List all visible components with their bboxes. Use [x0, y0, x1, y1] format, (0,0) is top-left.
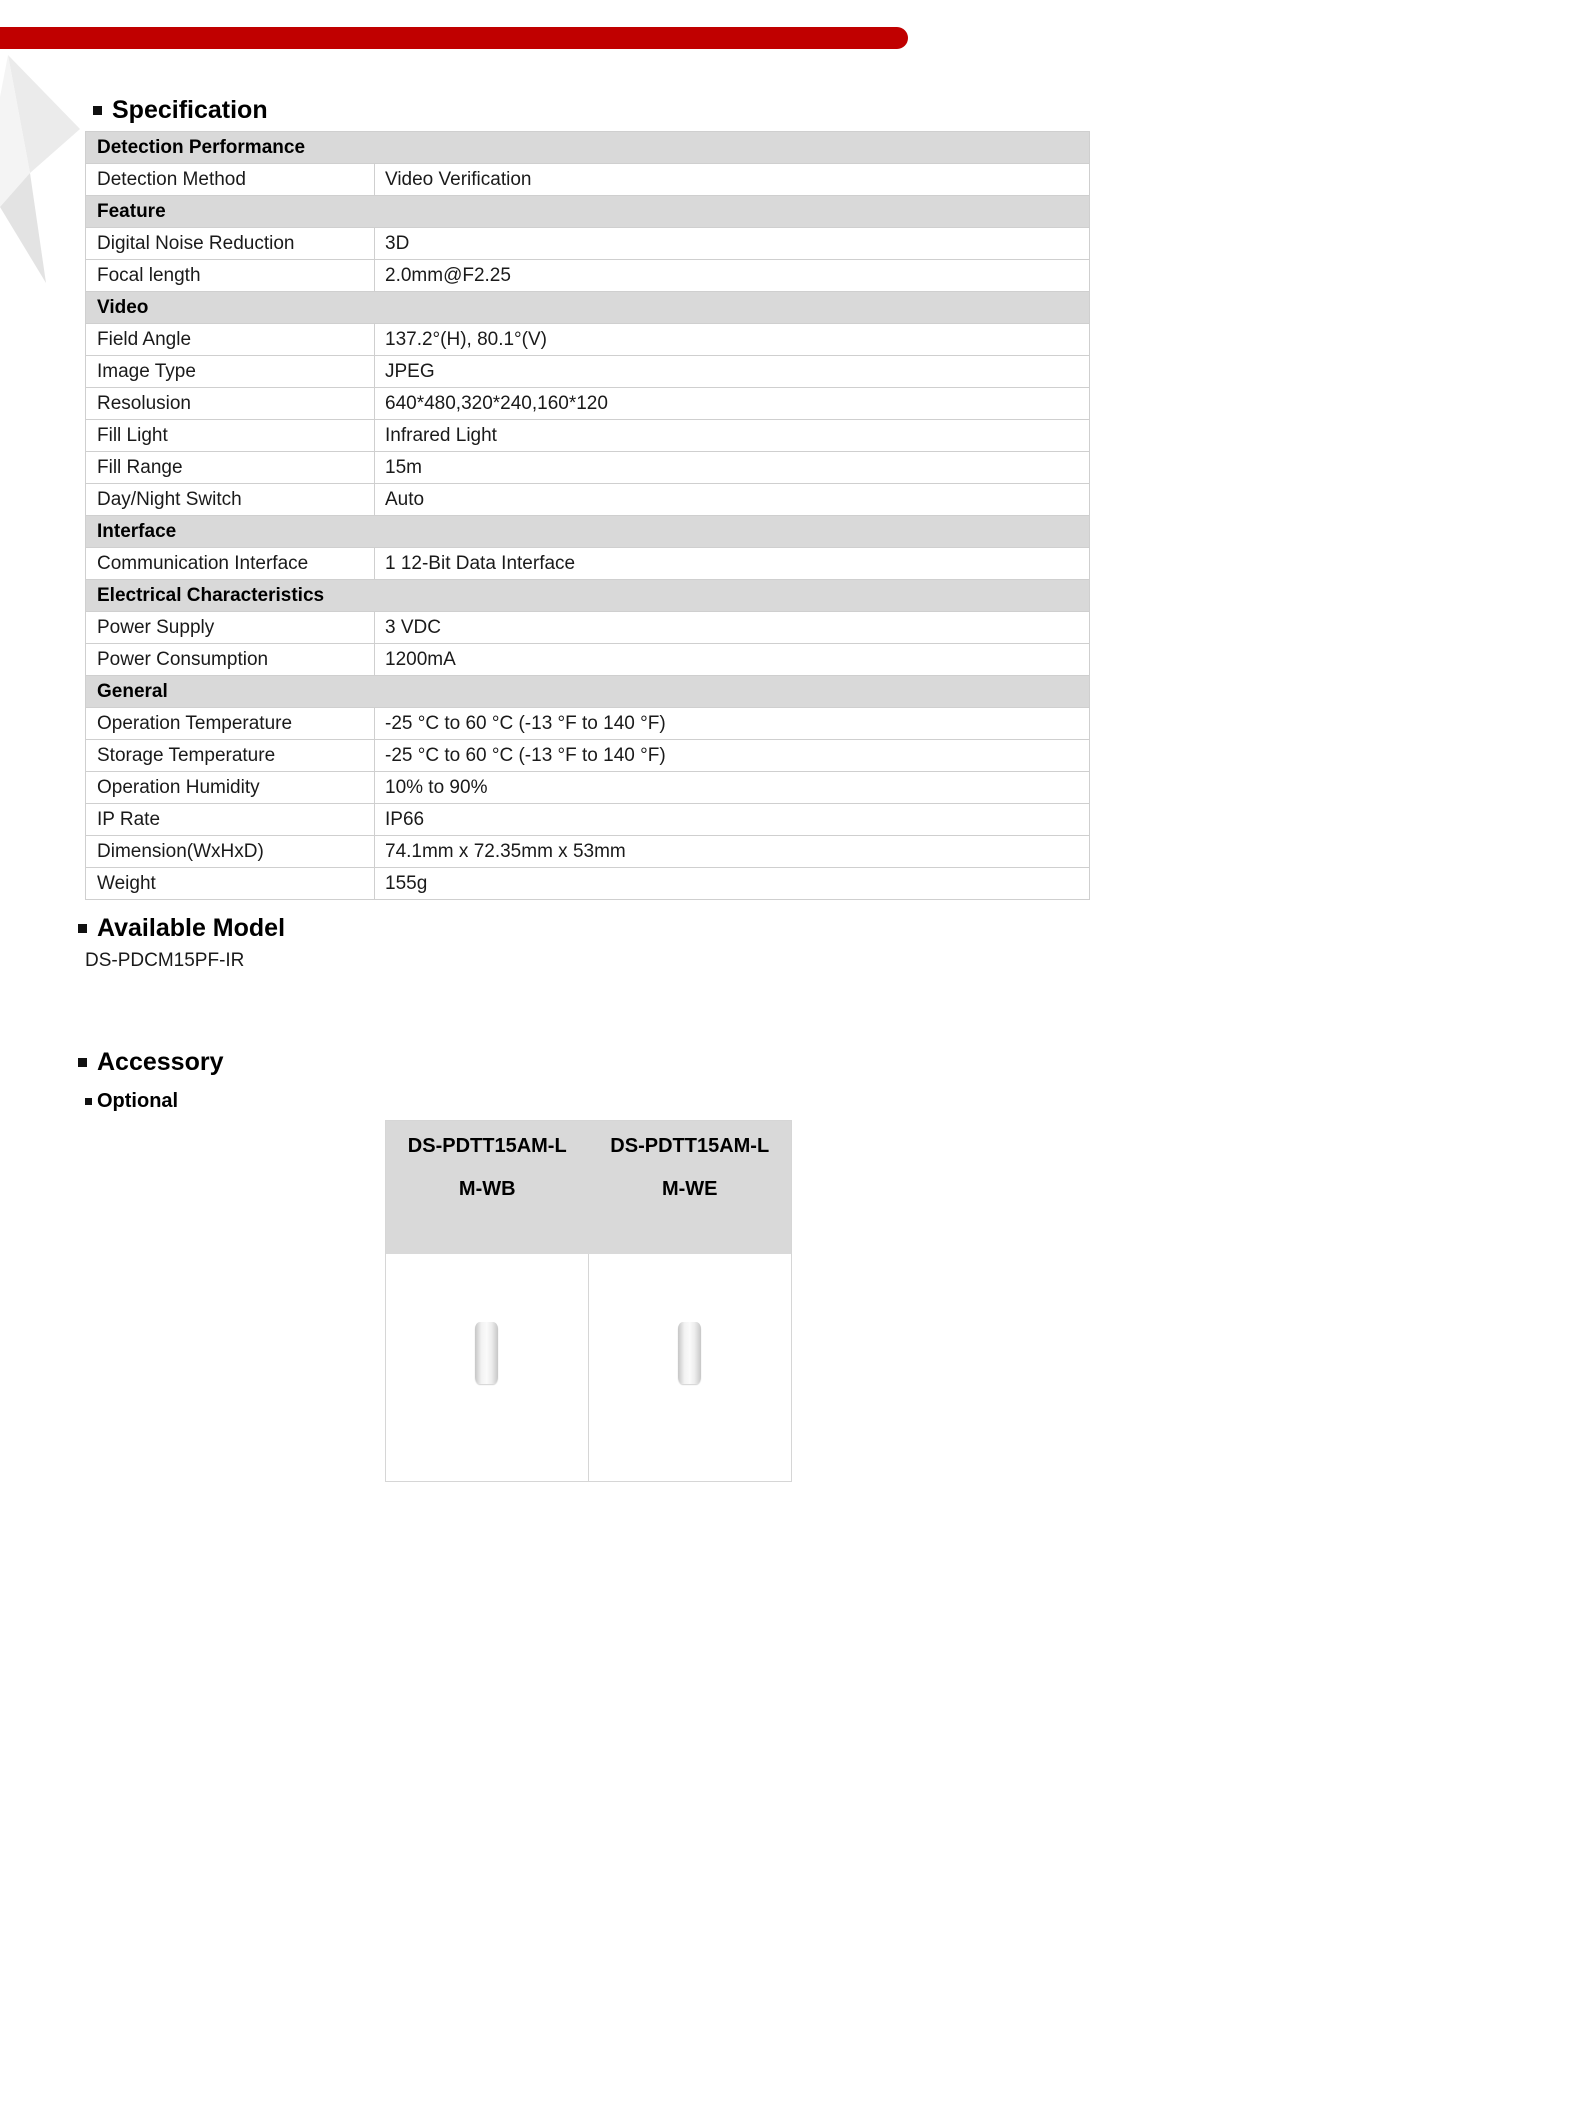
optional-subheading-text: Optional	[97, 1090, 179, 1112]
spec-label: Fill Range	[86, 452, 375, 483]
spec-label: Power Consumption	[86, 644, 375, 675]
accessory-heading-text: Accessory	[97, 1048, 224, 1076]
square-bullet-icon	[93, 106, 102, 115]
spec-value: IP66	[385, 808, 425, 830]
spec-value: Auto	[385, 488, 425, 510]
spec-data-row	[86, 324, 1089, 356]
accessory-table	[385, 1120, 792, 1482]
spec-data-row	[86, 548, 1089, 580]
accessory-table-body	[386, 1254, 791, 1481]
available-model-heading-text: Available Model	[97, 914, 286, 942]
accessory-header-cell	[386, 1121, 589, 1254]
spec-value: Infrared Light	[385, 424, 497, 446]
spec-label: Power Supply	[86, 612, 375, 643]
spec-value: 3D	[385, 232, 410, 254]
spec-section-row	[86, 292, 1089, 324]
spec-section-title: Detection Performance	[97, 136, 306, 158]
square-bullet-icon	[85, 1098, 92, 1105]
spec-value: 1200mA	[385, 648, 456, 670]
spec-label: Image Type	[86, 356, 375, 387]
spec-label: Day/Night Switch	[86, 484, 375, 515]
spec-data-row	[86, 612, 1089, 644]
spec-data-row	[86, 388, 1089, 420]
spec-label: Storage Temperature	[86, 740, 375, 771]
spec-label: IP Rate	[86, 804, 375, 835]
spec-label: Dimension(WxHxD)	[86, 836, 375, 867]
spec-data-row	[86, 836, 1089, 868]
spec-data-row	[86, 452, 1089, 484]
spec-label: Weight	[86, 868, 375, 899]
spec-data-row	[86, 420, 1089, 452]
spec-value: 640*480,320*240,160*120	[385, 392, 608, 414]
spec-data-row	[86, 868, 1089, 900]
product-photo-cylinder	[475, 1322, 498, 1384]
spec-value: 155g	[385, 872, 428, 894]
spec-label: Communication Interface	[86, 548, 375, 579]
spec-data-row	[86, 708, 1089, 740]
spec-section-row	[86, 132, 1089, 164]
spec-section-row	[86, 516, 1089, 548]
spec-value: -25 °C to 60 °C (-13 °F to 140 °F)	[385, 712, 666, 734]
spec-value: 137.2°(H), 80.1°(V)	[385, 328, 547, 350]
accessory-model-name-line2: M-WB	[458, 1178, 516, 1200]
spec-value: 3 VDC	[385, 616, 441, 638]
square-bullet-icon	[78, 924, 87, 933]
accessory-product-cell	[589, 1254, 792, 1481]
accessory-table-header	[386, 1121, 791, 1254]
spec-data-row	[86, 484, 1089, 516]
brand-red-ribbon	[0, 27, 908, 49]
spec-data-row	[86, 164, 1089, 196]
spec-data-row	[86, 228, 1089, 260]
spec-section-row	[86, 676, 1089, 708]
spec-label: Fill Light	[86, 420, 375, 451]
available-model-heading	[78, 914, 285, 943]
accessory-heading	[78, 1048, 223, 1077]
spec-label: Field Angle	[86, 324, 375, 355]
spec-section-row	[86, 580, 1089, 612]
spec-section-title: Feature	[97, 200, 166, 222]
accessory-model-name-line1: DS-PDTT15AM-L	[610, 1135, 770, 1157]
optional-subheading	[85, 1090, 178, 1113]
spec-value: -25 °C to 60 °C (-13 °F to 140 °F)	[385, 744, 666, 766]
spec-value: Video Verification	[385, 168, 532, 190]
accessory-model-name-line1: DS-PDTT15AM-L	[407, 1135, 567, 1157]
spec-section-title: Electrical Characteristics	[97, 584, 325, 606]
spec-value: 10% to 90%	[385, 776, 488, 798]
spec-section-title: Video	[97, 296, 149, 318]
spec-section-title: General	[97, 680, 168, 702]
spec-section-title: Interface	[97, 520, 177, 542]
spec-data-row	[86, 356, 1089, 388]
spec-label: Focal length	[86, 260, 375, 291]
spec-label: Digital Noise Reduction	[86, 228, 375, 259]
spec-value: 15m	[385, 456, 422, 478]
accessory-model-name-line2: M-WE	[661, 1178, 718, 1200]
spec-data-row	[86, 804, 1089, 836]
spec-data-row	[86, 740, 1089, 772]
spec-label: Resolusion	[86, 388, 375, 419]
spec-label: Operation Humidity	[86, 772, 375, 803]
spec-data-row	[86, 260, 1089, 292]
spec-data-row	[86, 644, 1089, 676]
accessory-product-cell	[386, 1254, 589, 1481]
specification-heading-text: Specification	[112, 96, 268, 124]
specification-heading	[93, 96, 268, 125]
spec-value: JPEG	[385, 360, 435, 382]
spec-data-row	[86, 772, 1089, 804]
specification-table	[85, 131, 1090, 900]
spec-label: Operation Temperature	[86, 708, 375, 739]
spec-section-row	[86, 196, 1089, 228]
product-photo-cylinder	[678, 1322, 701, 1384]
spec-label: Detection Method	[86, 164, 375, 195]
spec-value: 74.1mm x 72.35mm x 53mm	[385, 840, 626, 862]
square-bullet-icon	[78, 1058, 87, 1067]
spec-value: 1 12-Bit Data Interface	[385, 552, 576, 574]
available-model-name: DS-PDCM15PF-IR	[85, 950, 245, 971]
spec-value: 2.0mm@F2.25	[385, 264, 511, 286]
accessory-header-cell	[589, 1121, 792, 1254]
